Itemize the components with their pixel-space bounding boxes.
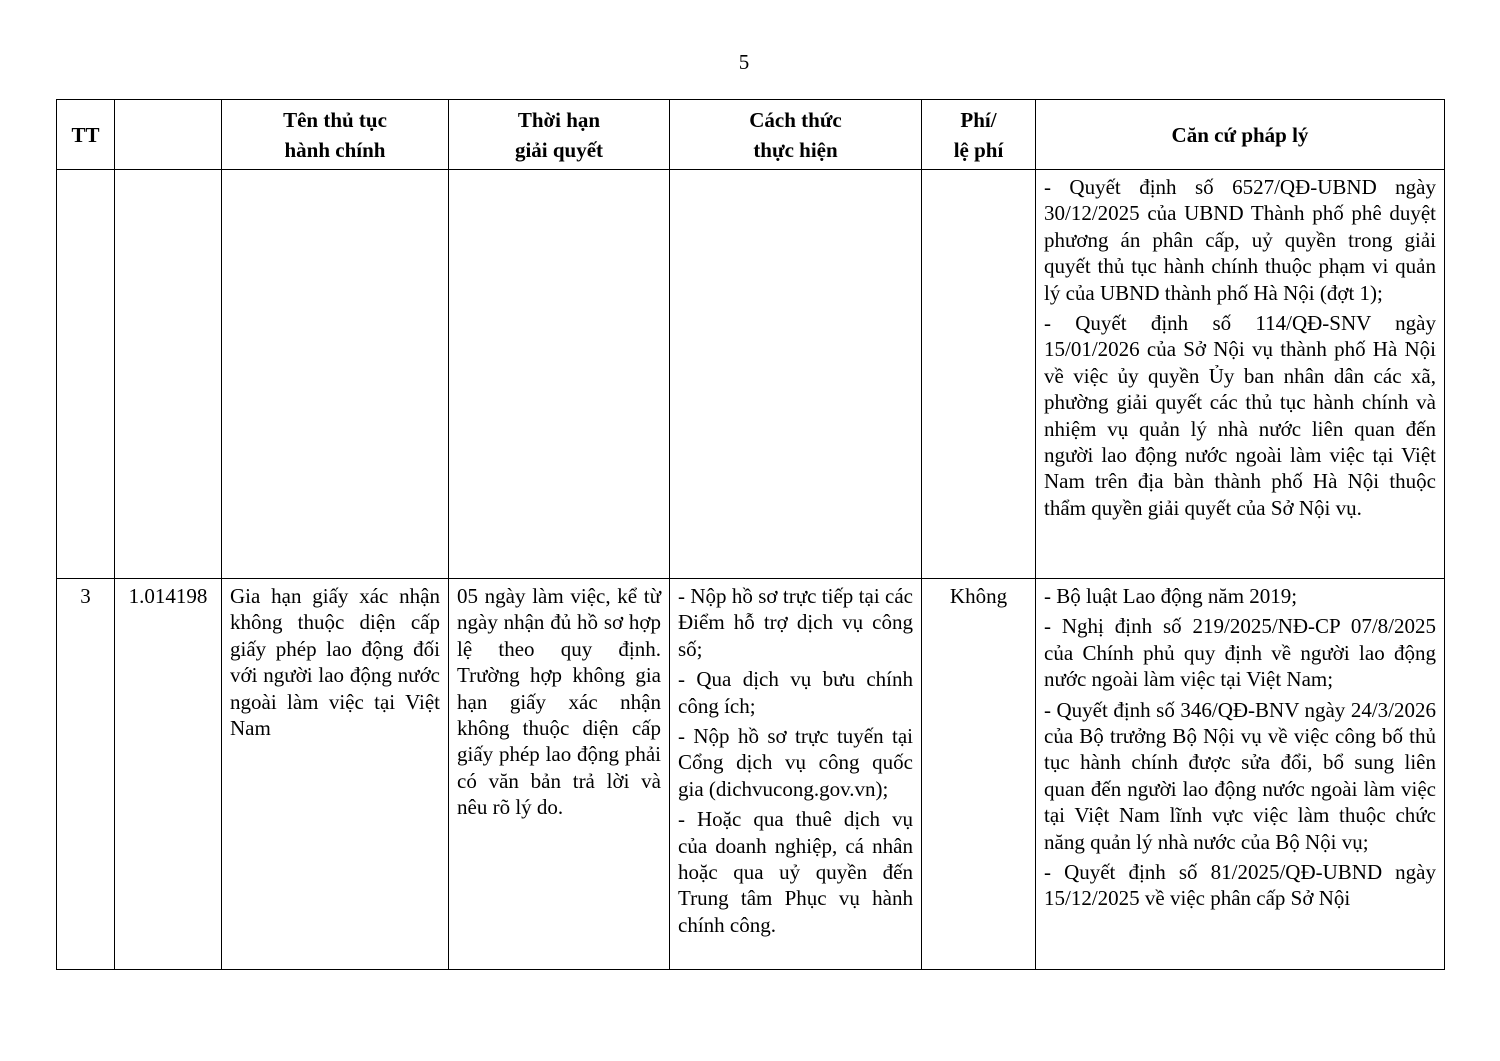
cell-method: [670, 170, 922, 579]
header-method: [670, 100, 922, 170]
header-code: [115, 100, 222, 170]
cell-code: 1.014198: [115, 579, 222, 970]
header-processing-time-line1: Thời hạn: [517, 107, 601, 132]
header-procedure-name-line2: hành chính: [284, 137, 386, 162]
cell-legal-basis: [1036, 579, 1445, 970]
legal-item: - Nghị định số 219/2025/NĐ-CP 07/8/2025 của Chính phủ quy định về người lao động nước ngoài làm việc tại Việt Nam;: [1044, 614, 1436, 692]
method-item: - Nộp hồ sơ trực tuyến tại Cổng dịch vụ công quốc gia (dichvucong.gov.vn);: [678, 724, 913, 801]
legal-item: - Quyết định số 81/2025/QĐ-UBND ngày 15/12/2025 về việc phân cấp Sở Nội: [1044, 860, 1436, 911]
cell-procedure-name: Gia hạn giấy xác nhận không thuộc diện cấp giấy phép lao động đối với người lao động nước ngoài làm việc tại Việt Nam: [222, 579, 449, 970]
cell-tt: 3: [57, 579, 115, 970]
page-number: 5: [738, 50, 750, 74]
header-fee-line1: Phí/: [960, 107, 997, 132]
header-legal-basis: Căn cứ pháp lý: [1036, 100, 1445, 170]
cell-procedure-name: [222, 170, 449, 579]
legal-item: - Quyết định số 346/QĐ-BNV ngày 24/3/2026 của Bộ trưởng Bộ Nội vụ về việc công bố thủ tục hành chính được sửa đổi, bổ sung liên quan đến người lao động nước ngoài làm việc tại Việt Nam lĩnh vực việc làm thuộc chức năng quản lý nhà nước của Bộ Nội vụ;: [1044, 697, 1436, 854]
cell-method: [670, 579, 922, 970]
table-header-row: [57, 100, 1445, 170]
cell-legal-basis: [1036, 170, 1445, 579]
header-processing-time-line2: giải quyết: [514, 137, 604, 162]
cell-fee: Không: [922, 579, 1036, 970]
cell-processing-time: 05 ngày làm việc, kể từ ngày nhận đủ hồ sơ hợp lệ theo quy định. Trường hợp không gia hạn giấy xác nhận không thuộc diện cấp giấy phép lao động phải có văn bản trả lời và nêu rõ lý do.: [449, 579, 670, 970]
method-item: - Nộp hồ sơ trực tiếp tại các Điểm hỗ trợ dịch vụ công số;: [678, 584, 913, 661]
table-row: [57, 579, 1445, 970]
header-fee: [922, 100, 1036, 170]
legal-item: - Quyết định số 114/QĐ-SNV ngày 15/01/2026 của Sở Nội vụ thành phố Hà Nội về việc ủy quyền Ủy ban nhân dân các xã, phường giải quyết các thủ tục hành chính và nhiệm vụ quản lý nhà nước liên quan đến người lao động nước ngoài làm việc tại Việt Nam trên địa bàn thành phố Hà Nội thuộc thẩm quyền giải quyết của Sở Nội vụ.: [1044, 311, 1436, 520]
legal-item: - Bộ luật Lao động năm 2019;: [1044, 584, 1298, 608]
legal-item: - Quyết định số 6527/QĐ-UBND ngày 30/12/2025 của UBND Thành phố phê duyệt phương án phân cấp, uỷ quyền trong giải quyết thủ tục hành chính thuộc phạm vi quản lý của UBND thành phố Hà Nội (đợt 1);: [1044, 175, 1436, 305]
cell-code: [115, 170, 222, 579]
table-row-continued: [57, 170, 1445, 579]
header-processing-time: [449, 100, 670, 170]
header-procedure-name: [222, 100, 449, 170]
header-fee-line2: lệ phí: [953, 137, 1004, 162]
cell-fee: [922, 170, 1036, 579]
header-tt: TT: [57, 100, 115, 170]
header-method-line2: thực hiện: [753, 137, 838, 162]
cell-tt: [57, 170, 115, 579]
cell-processing-time: [449, 170, 670, 579]
header-method-line1: Cách thức: [749, 107, 842, 132]
header-procedure-name-line1: Tên thủ tục: [283, 107, 387, 132]
procedures-table: [56, 99, 1445, 970]
method-item: - Hoặc qua thuê dịch vụ của doanh nghiệp, cá nhân hoặc qua uỷ quyền đến Trung tâm Phục vụ hành chính công.: [678, 807, 913, 937]
method-item: - Qua dịch vụ bưu chính công ích;: [678, 667, 913, 718]
